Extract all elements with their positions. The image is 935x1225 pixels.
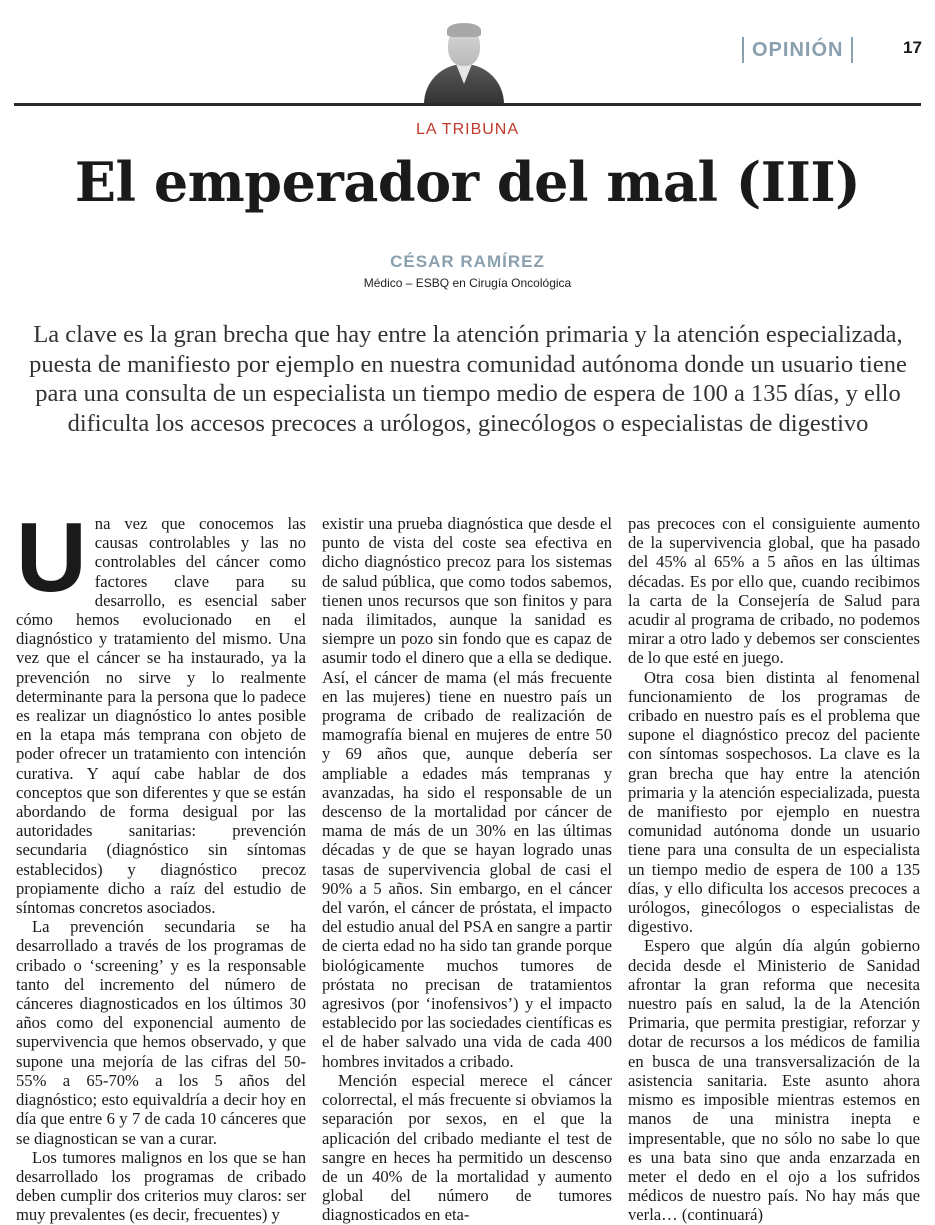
author-role: Médico – ESBQ en Cirugía Oncológica: [363, 276, 572, 290]
section-label: [742, 36, 853, 64]
header-rule: [14, 103, 921, 106]
author-name: CÉSAR RAMÍREZ: [390, 252, 545, 271]
article-column-2: [322, 514, 612, 1225]
author-portrait: [418, 20, 510, 104]
paragraph: Otra cosa bien distinta al fenomenal funcionamiento de los programas de cribado en nuestro país es el problema que supone el diagnóstico precoz del paciente con síntomas sospechosos. La clave es la gran brecha que hay entre la atención primaria y la atención especializada, puesta de manifiesto por ejemplo en nuestra comunidad autónoma donde un usuario tiene para una consulta de un especialista un tiempo medio de espera de 100 a 135 días, y ello dificulta los accesos precoces a urólogos, ginecólogos o especialistas de digestivo.: [628, 667, 920, 937]
article-lede: La clave es la gran brecha que hay entre la atención primaria y la atención especializada, puesta de manifiesto por ejemplo en nuestra comunidad autónoma donde un usuario tiene para una consulta de un especialista un tiempo medio de espera de 100 a 135 días, y ello dificulta los accesos precoces a urólogos, ginecólogos o especialistas de digestivo: [29, 321, 907, 437]
page-number: 17: [903, 38, 922, 57]
paragraph: Mención especial merece el cáncer colorrectal, el más frecuente si obviamos la separación por sexos, en el que la aplicación del cribado mediante el test de sangre en heces ha permitido un descenso de un 40% de la mortalidad y aumento global del número de tumores diagnosticados en eta-: [322, 1070, 612, 1225]
drop-cap: U: [16, 502, 87, 612]
article-title: El emperador del mal (III): [74, 150, 861, 214]
article-column-1: [16, 502, 306, 1225]
portrait-hair: [447, 23, 481, 37]
paragraph: existir una prueba diagnóstica que desde el punto de vista del coste sea efectiva en dicho diagnóstico precoz para los sistemas de salud pública, que como todos sabemos, tienen unos recursos que son finitos y para nada ilimitados, aunque la sanidad es siempre un pozo sin fondo que es capaz de asumir todo el dinero que a ella se dedique. Así, el cáncer de mama (el más frecuente en las mujeres) tiene en nuestro país un programa de cribado de realización de mamografía bienal en mujeres de entre 50 y 69 años que, aunque debería ser ampliable a edades más tempranas y avanzadas, ha sido el responsable de un descenso de la mortalidad por cáncer de mama de más de un 30% en las últimas décadas y de que se hayan logrado unas tasas de supervivencia global de casi el 90% a 5 años. Sin embargo, en el cáncer del varón, el cáncer de próstata, el impacto del estudio anual del PSA en sangre a partir de cierta edad no ha sido tan grande porque biológicamente muchos tumores de próstata no precisan de tratamientos agresivos (por ‘inofensivos’) y el impacto establecido por las sociedades científicas es el de haber salvado una vida de cada 400 hombres invitados a cribado.: [322, 514, 612, 1071]
paragraph: na vez que conocemos las causas controlables y las no controlables del cáncer como factores clave para su desarrollo, es esencial saber cómo hemos evolucionado en el diagnóstico y tratamiento del mismo. Una vez que el cáncer se ha instaurado, ya la prevención no sirve y lo realmente determinante para la persona que lo padece es realizar un diagnóstico lo antes posible en la etapa más temprana con objeto de poder ofrecer un tratamiento con intención curativa. Y aquí cabe hablar de dos conceptos que son diferentes y que se están abordando de forma desigual por las autoridades sanitarias: prevención secundaria (diagnóstico sin síntomas establecidos) y diagnóstico precoz propiamente dicho a raíz del estudio de síntomas concretos asociados.: [16, 514, 306, 918]
article-column-3: [628, 514, 920, 1225]
section-divider-right: [851, 37, 853, 63]
paragraph: Espero que algún día algún gobierno decida desde el Ministerio de Sanidad afrontar la gran reforma que necesita nuestro país en salud, la de la Atención Primaria, que permita prestigiar, reforzar y dotar de recursos a los médicos de familia en busca de una transversalización de la asistencia sanitaria. Este asunto ahora mismo es imposible mientras estemos en manos de una ministra inepta e impresentable, que no sólo no sabe lo que es una bata sino que anda enzarzada en meter el dedo en el ojo a los sufridos médicos de nuestro país. No hay más que verla… (continuará): [628, 936, 920, 1225]
page-header: [0, 0, 935, 106]
section-name: OPINIÓN: [752, 38, 844, 61]
paragraph: La prevención secundaria se ha desarrollado a través de los programas de cribado o ‘screening’ y es la responsable tanto del incremento del número de cánceres diagnosticados en los últimos 30 años como del exponencial aumento de supervivencia que hemos observado, y que supone una mejoría de las cifras del 50-55% a 65-70% a los 5 años del diagnóstico; esto equivaldría a decir hoy en día que entre 6 y 7 de cada 10 cánceres que se diagnostican se van a curar.: [16, 917, 306, 1148]
paragraph: pas precoces con el consiguiente aumento de la supervivencia global, que ha pasado del 45% al 65% a 5 años en las últimas décadas. Es por ello que, cuando recibimos la carta de la Consejería de Salud para acudir al programa de cribado, no podemos mirar a otro lado y debemos ser conscientes de lo que esté en juego.: [628, 514, 920, 668]
paragraph: Los tumores malignos en los que se han desarrollado los programas de cribado deben cumplir dos criterios muy claros: ser muy prevalentes (es decir, frecuentes) y: [16, 1147, 306, 1225]
article-kicker: LA TRIBUNA: [415, 121, 520, 138]
